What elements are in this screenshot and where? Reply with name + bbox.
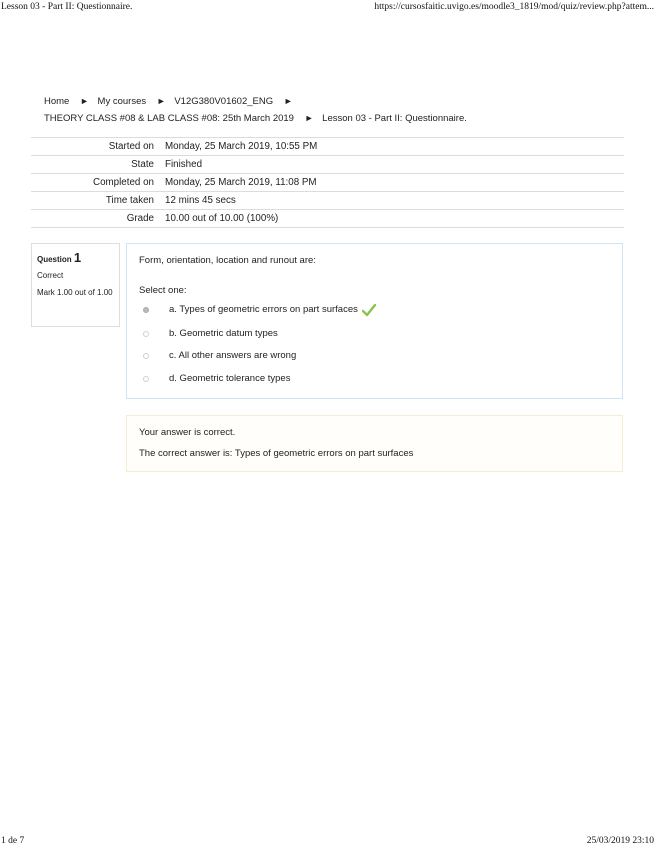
question-info-panel — [31, 243, 120, 327]
breadcrumb-home[interactable]: Home — [44, 96, 70, 107]
summary-row-grade — [31, 210, 624, 228]
question-number — [37, 250, 114, 265]
summary-value: 10.00 out of 10.00 (100%) — [165, 213, 279, 224]
radio-button-selected[interactable] — [143, 307, 149, 313]
breadcrumb-my-courses[interactable]: My courses — [97, 96, 147, 107]
check-icon — [362, 304, 376, 317]
summary-label: Time taken — [105, 195, 154, 206]
summary-label: Completed on — [93, 177, 154, 188]
summary-row-completed — [31, 174, 624, 192]
breadcrumb-separator-icon: ► — [304, 113, 314, 123]
breadcrumb-separator-icon: ► — [156, 96, 166, 106]
answer-option-d[interactable] — [143, 371, 290, 387]
print-header-title: Lesson 03 - Part II: Questionnaire. — [1, 2, 133, 12]
attempt-summary-table — [31, 137, 624, 228]
summary-label: State — [131, 159, 154, 170]
summary-row-state — [31, 156, 624, 174]
summary-label: Grade — [126, 213, 154, 224]
feedback-box — [126, 415, 623, 472]
print-footer-datetime: 25/03/2019 23:10 — [586, 836, 654, 846]
radio-button[interactable] — [143, 376, 149, 382]
breadcrumb-current-page[interactable]: Lesson 03 - Part II: Questionnaire. — [322, 113, 467, 124]
breadcrumb-separator-icon: ► — [283, 96, 293, 106]
summary-value: Monday, 25 March 2019, 11:08 PM — [165, 177, 317, 188]
summary-value: Monday, 25 March 2019, 10:55 PM — [165, 141, 318, 152]
answer-option-label: c. All other answers are wrong — [169, 350, 297, 361]
print-footer-page: 1 de 7 — [1, 836, 25, 846]
question-mark: Mark 1.00 out of 1.00 — [37, 288, 113, 297]
answer-option-a[interactable] — [143, 302, 376, 318]
summary-row-started — [31, 138, 624, 156]
summary-value: Finished — [165, 159, 203, 170]
answer-option-label: a. Types of geometric errors on part surfaces — [169, 304, 358, 315]
question-text: Form, orientation, location and runout are: — [139, 255, 316, 266]
breadcrumb-separator-icon: ► — [79, 96, 89, 106]
summary-row-time-taken — [31, 192, 624, 210]
radio-button[interactable] — [143, 353, 149, 359]
feedback-result: Your answer is correct. — [139, 427, 236, 438]
select-one-prompt: Select one: — [139, 285, 187, 296]
question-status: Correct — [37, 271, 64, 280]
breadcrumb — [44, 93, 624, 127]
print-header-url: https://cursosfaitic.uvigo.es/moodle3_1819/mod/quiz/review.php?attem... — [374, 2, 654, 12]
answer-option-label: d. Geometric tolerance types — [169, 373, 291, 384]
question-number-prefix: Question — [37, 255, 72, 264]
feedback-correct-answer: The correct answer is: Types of geometric errors on part surfaces — [139, 448, 414, 459]
breadcrumb-section[interactable]: THEORY CLASS #08 & LAB CLASS #08: 25th March 2019 — [44, 113, 294, 124]
summary-value: 12 mins 45 secs — [165, 195, 236, 206]
answer-option-label: b. Geometric datum types — [169, 328, 278, 339]
answer-option-b[interactable] — [143, 326, 278, 342]
question-content-box — [126, 243, 623, 399]
summary-label: Started on — [108, 141, 154, 152]
radio-button[interactable] — [143, 331, 149, 337]
breadcrumb-course[interactable]: V12G380V01602_ENG — [174, 96, 274, 107]
question-number-value: 1 — [73, 250, 82, 265]
answer-option-c[interactable] — [143, 348, 296, 364]
